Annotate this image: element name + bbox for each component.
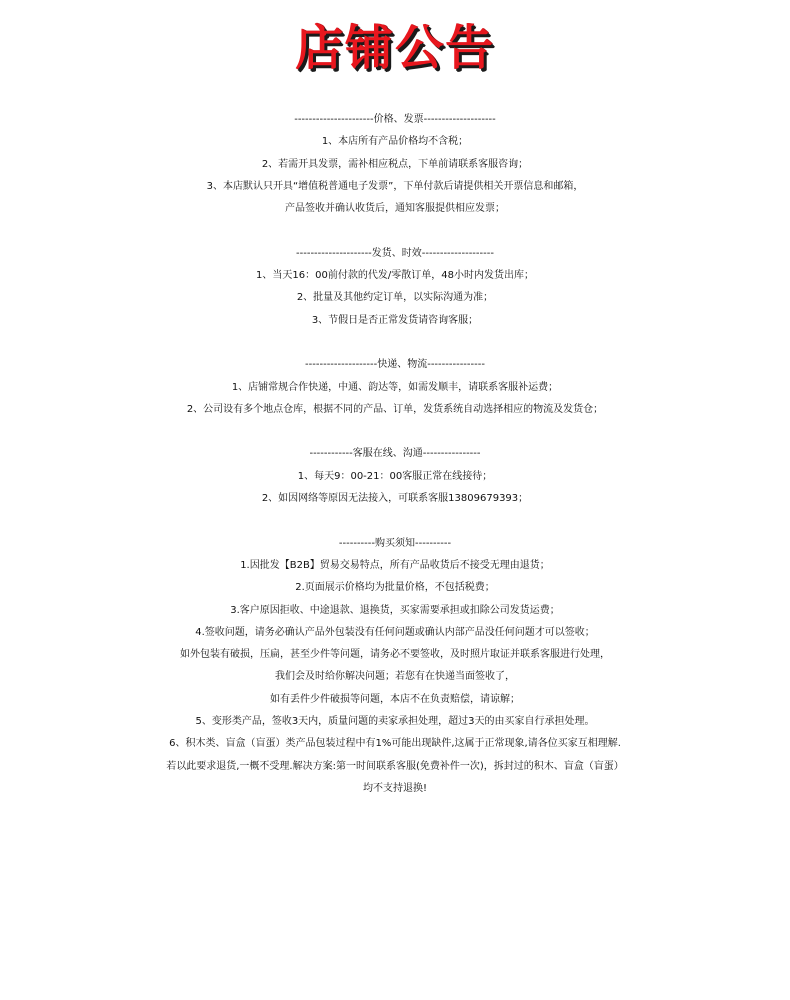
notice-line: 2、如因网络等原因无法接入，可联系客服13809679393； bbox=[261, 493, 529, 505]
notice-line: 3、节假日是否正常发货请咨询客服； bbox=[311, 314, 479, 326]
announcement-body bbox=[0, 109, 790, 800]
section-spacer bbox=[0, 421, 790, 443]
section-heading: ----------------------价格、发票-------------------- bbox=[294, 114, 496, 125]
notice-line: 若以此要求退货,一概不受理.解决方案:第一时间联系客服(免费补件一次)，拆封过的积木、盲盒（盲蛋） bbox=[166, 760, 624, 772]
section-price-invoice bbox=[0, 109, 790, 220]
section-heading: --------------------快递、物流---------------- bbox=[305, 359, 485, 371]
notice-line: 我们会及时给你解决问题；若您有在快递当面签收了， bbox=[275, 671, 515, 683]
section-spacer bbox=[0, 220, 790, 242]
notice-line: 1、本店所有产品价格均不含税； bbox=[321, 136, 469, 148]
notice-line: 3.客户原因拒收、中途退款、退换货，买家需要承担或扣除公司发货运费； bbox=[230, 604, 560, 616]
notice-line: 6、积木类、盲盒（盲蛋）类产品包装过程中有1%可能出现缺件,这属于正常现象,请各位买家互相理解. bbox=[169, 738, 621, 750]
notice-line: 2、批量及其他约定订单，以实际沟通为准； bbox=[296, 292, 494, 304]
notice-line: 如有丢件少件破损等问题，本店不在负责赔偿，请谅解； bbox=[270, 693, 520, 705]
notice-line: 5、变形类产品，签收3天内，质量问题的卖家承担处理，超过3天的由买家自行承担处理。 bbox=[195, 716, 595, 728]
section-heading: ------------客服在线、沟通---------------- bbox=[309, 448, 481, 460]
notice-line: 1、当天16：00前付款的代发/零散订单，48小时内发货出库； bbox=[256, 270, 534, 282]
section-customer-service bbox=[0, 443, 790, 510]
page-title: 店铺公告 bbox=[294, 20, 495, 76]
section-purchase-notes bbox=[0, 533, 790, 801]
section-courier-logistics bbox=[0, 354, 790, 421]
notice-line: 3、本店默认只开具“增值税普通电子发票”，下单付款后请提供相关开票信息和邮箱， bbox=[206, 180, 584, 192]
notice-line: 如外包装有破损，压扁，甚至少件等问题，请务必不要签收，及时照片取证并联系客服进行处理， bbox=[180, 649, 610, 661]
notice-line: 2、公司设有多个地点仓库，根据不同的产品、订单，发货系统自动选择相应的物流及发货仓； bbox=[186, 403, 604, 415]
notice-line: 均不支持退换! bbox=[362, 782, 427, 794]
notice-line: 1、店铺常规合作快递，中通、韵达等，如需发顺丰，请联系客服补运费； bbox=[231, 381, 559, 393]
notice-line: 2、若需开具发票，需补相应税点，下单前请联系客服咨询； bbox=[261, 158, 529, 170]
notice-line: 1、每天9：00-21：00客服正常在线接待； bbox=[297, 470, 493, 482]
notice-line: 4.签收问题，请务必确认产品外包装没有任何问题或确认内部产品没任何问题才可以签收； bbox=[195, 626, 595, 638]
section-shipping-timing bbox=[0, 243, 790, 332]
section-heading: ---------------------发货、时效-------------------- bbox=[296, 247, 494, 259]
section-spacer bbox=[0, 510, 790, 532]
notice-line: 2.页面展示价格均为批量价格，不包括税费； bbox=[295, 582, 495, 594]
section-spacer bbox=[0, 332, 790, 354]
notice-line: 1.因批发【B2B】贸易交易特点，所有产品收货后不接受无理由退货； bbox=[240, 559, 550, 571]
notice-line: 产品签收并确认收货后，通知客服提供相应发票； bbox=[285, 203, 505, 215]
section-heading: ----------购买须知---------- bbox=[338, 537, 452, 549]
